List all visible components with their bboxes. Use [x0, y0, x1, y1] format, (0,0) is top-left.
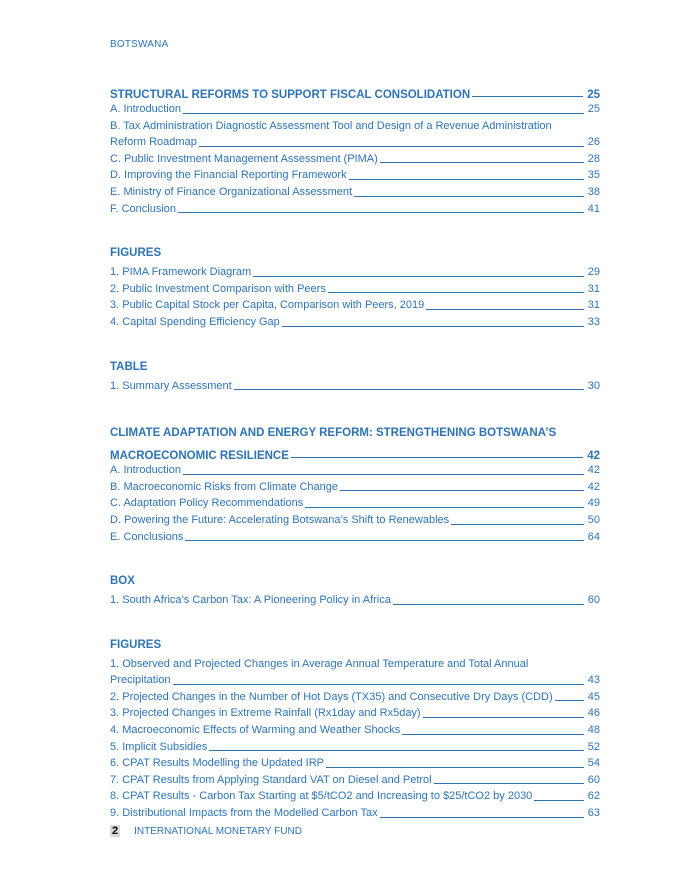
toc-entry-title: 1. South Africa’s Carbon Tax: A Pioneering Policy in Africa [110, 594, 391, 607]
toc-entry [110, 805, 600, 822]
dot-leader [326, 767, 584, 768]
toc-entry [110, 101, 600, 118]
toc-entry-title: 1. Summary Assessment [110, 379, 232, 392]
page-number: 2 [112, 825, 119, 837]
dot-leader [199, 146, 584, 147]
dot-leader [185, 540, 583, 541]
group-spacer [110, 545, 600, 561]
toc-entry-page: 35 [587, 169, 600, 182]
toc-entry-title: 6. CPAT Results Modelling the Updated IRP [110, 757, 324, 770]
toc-entry-page: 60 [587, 594, 600, 607]
toc-entry [110, 672, 600, 689]
toc-entry [110, 264, 600, 281]
toc-entry-page: 54 [587, 757, 600, 770]
toc-entry [110, 705, 600, 722]
toc-entry [110, 281, 600, 298]
toc-entry-page: 41 [587, 202, 600, 215]
toc-entry-line: 1. Observed and Projected Changes in Average Annual Temperature and Total Annual [110, 657, 529, 670]
toc-entry-title: 4. Capital Spending Efficiency Gap [110, 315, 280, 328]
toc-entry-page: 46 [587, 707, 600, 720]
toc-entry-page: 25 [587, 103, 600, 115]
section-title-page: 25 [587, 89, 600, 101]
dot-leader [434, 783, 584, 784]
group-heading: TABLE [110, 360, 148, 373]
group-spacer [110, 609, 600, 625]
toc-entry [110, 297, 600, 314]
group-heading: FIGURES [110, 247, 162, 260]
toc-entry-line: B. Tax Administration Diagnostic Assessment Tool and Design of a Revenue Administration [110, 119, 552, 132]
toc-entry-page: 48 [587, 724, 600, 737]
dot-leader [380, 817, 584, 818]
dot-leader [183, 474, 584, 475]
toc-entry-title: D. Improving the Financial Reporting Framework [110, 169, 347, 182]
toc-entry-page: 49 [587, 497, 600, 510]
dot-leader [173, 684, 584, 685]
section-spacer [110, 394, 600, 424]
dot-leader [253, 276, 584, 277]
toc-entry-title: D. Powering the Future: Accelerating Botswana’s Shift to Renewables [110, 513, 450, 526]
dot-leader [183, 113, 584, 114]
toc-entry-title: E. Conclusions [110, 530, 184, 543]
toc-entry-page: 63 [587, 807, 600, 820]
toc-entry [110, 462, 600, 479]
dot-leader [305, 507, 584, 508]
toc-entry-page: 31 [587, 282, 600, 295]
toc-entry-page: 29 [587, 266, 600, 279]
dot-leader [291, 457, 583, 458]
toc-entry [110, 772, 600, 789]
toc-entry-page: 33 [587, 315, 600, 328]
toc-entry [110, 689, 600, 706]
dot-leader [340, 490, 584, 491]
dot-leader [534, 800, 583, 801]
toc-entry-page: 28 [587, 152, 600, 165]
toc-entry-page: 50 [587, 513, 600, 526]
toc-entry [110, 201, 600, 218]
toc-entry [110, 592, 600, 609]
dot-leader [423, 717, 584, 718]
toc-entry [110, 314, 600, 331]
dot-leader [282, 326, 584, 327]
dot-leader [472, 96, 583, 97]
toc-entry-title: 7. CPAT Results from Applying Standard VAT on Diesel and Petrol [110, 773, 432, 786]
toc-entry-page: 64 [587, 530, 600, 543]
group-spacer [110, 217, 600, 233]
toc-entry-page: 31 [587, 299, 600, 312]
toc-entry-page: 52 [587, 740, 600, 753]
group-spacer [110, 331, 600, 347]
toc-entry-page: 38 [587, 185, 600, 198]
dot-leader [402, 734, 584, 735]
toc-entry-page: 42 [587, 480, 600, 493]
dot-leader [328, 292, 584, 293]
toc-entry-title: 3. Projected Changes in Extreme Rainfall (Rx1day and Rx5day) [110, 707, 421, 720]
toc-entry [110, 184, 600, 201]
toc-entry [110, 167, 600, 184]
toc-entry [110, 134, 600, 151]
toc-entry-page: 30 [587, 379, 600, 392]
toc-entry [110, 512, 600, 529]
toc-entry-title: C. Public Investment Management Assessment (PIMA) [110, 152, 378, 165]
section-title-text: STRUCTURAL REFORMS TO SUPPORT FISCAL CONSOLIDATION [110, 89, 471, 101]
group-heading: BOX [110, 575, 135, 588]
toc-entry [110, 722, 600, 739]
dot-leader [393, 604, 584, 605]
toc-entry [110, 479, 600, 496]
toc-entry-page: 60 [587, 773, 600, 786]
section-title-page: 42 [587, 450, 600, 463]
toc-entry [110, 755, 600, 772]
toc-entry-title: E. Ministry of Finance Organizational Assessment [110, 185, 353, 198]
toc-entry-title: 9. Distributional Impacts from the Modelled Carbon Tax [110, 807, 378, 820]
toc-entry-page: 43 [587, 674, 600, 687]
dot-leader [354, 196, 584, 197]
toc-entry-title: F. Conclusion [110, 202, 177, 215]
dot-leader [178, 212, 584, 213]
toc-entry-title: 3. Public Capital Stock per Capita, Comparison with Peers, 2019 [110, 299, 425, 312]
toc-entry-title: 8. CPAT Results - Carbon Tax Starting at $5/tCO2 and Increasing to $25/tCO2 by 2030 [110, 790, 533, 803]
toc-entry-title: 5. Implicit Subsidies [110, 740, 208, 753]
toc-entry [110, 529, 600, 546]
group-heading: FIGURES [110, 638, 162, 651]
section-title [110, 82, 600, 101]
section-title [110, 443, 600, 462]
publisher-name: INTERNATIONAL MONETARY FUND [134, 825, 302, 837]
toc-entry [110, 378, 600, 395]
section-title-line: CLIMATE ADAPTATION AND ENERGY REFORM: STRENGTHENING BOTSWANA’S [110, 427, 557, 440]
running-header: BOTSWANA [110, 39, 169, 50]
toc-entry [110, 151, 600, 168]
page-footer [110, 825, 302, 837]
toc-entry [110, 739, 600, 756]
dot-leader [349, 179, 584, 180]
toc-entry-title: Reform Roadmap [110, 136, 197, 149]
dot-leader [380, 162, 584, 163]
toc-entry-title: 1. PIMA Framework Diagram [110, 266, 252, 279]
toc-entry-page: 26 [587, 136, 600, 149]
dot-leader [555, 700, 584, 701]
toc-entry-page: 42 [587, 464, 600, 477]
dot-leader [234, 389, 584, 390]
toc-entry-title: Precipitation [110, 674, 171, 687]
toc-entry-title: C. Adaptation Policy Recommendations [110, 497, 304, 510]
dot-leader [451, 524, 584, 525]
toc-entry-title: 2. Projected Changes in the Number of Hot Days (TX35) and Consecutive Dry Days (CDD) [110, 690, 553, 703]
toc-entry-title: 2. Public Investment Comparison with Peers [110, 282, 326, 295]
toc-entry-page: 62 [587, 790, 600, 803]
toc-entry-title: 4. Macroeconomic Effects of Warming and Weather Shocks [110, 724, 401, 737]
toc-entry-title: B. Macroeconomic Risks from Climate Change [110, 480, 339, 493]
toc-entry-page: 45 [587, 690, 600, 703]
toc-entry [110, 788, 600, 805]
dot-leader [426, 309, 583, 310]
table-of-contents [110, 82, 600, 822]
section-title-text: MACROECONOMIC RESILIENCE [110, 450, 289, 463]
toc-entry [110, 495, 600, 512]
toc-entry-title: A. Introduction [110, 464, 181, 477]
dot-leader [209, 750, 584, 751]
toc-entry-title: A. Introduction [110, 103, 181, 115]
